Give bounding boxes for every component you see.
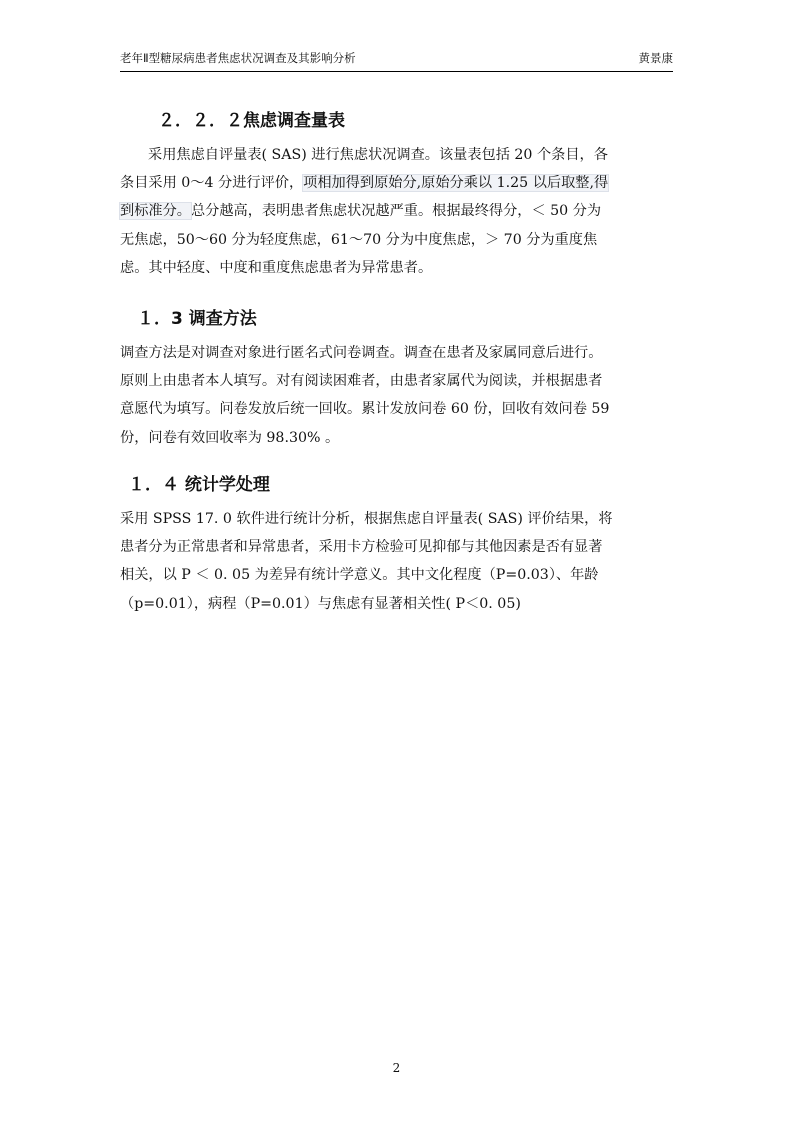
text-line: 份，问卷有效回收率为 98.30% 。 <box>120 429 340 446</box>
highlighted-text: 项相加得到原始分,原始分乘以 1.25 以后取整,得 <box>303 175 609 192</box>
text-line: 原则上由患者本人填写。对有阅读困难者，由患者家属代为阅读，并根据患者 <box>120 373 603 390</box>
text-line: 无焦虑，50～60 分为轻度焦虑，61～70 分为中度焦虑，＞ 70 分为重度焦 <box>120 231 598 248</box>
text-segment: 总分越高，表明患者焦虑状况越严重。根据最终得分，＜ 50 分为 <box>190 203 602 220</box>
heading-2-2-2: ２．２．２焦虑调查量表 <box>158 111 345 131</box>
header-author: 黄景康 <box>638 51 673 65</box>
highlighted-text: 到标准分。 <box>120 203 191 220</box>
header-rule <box>120 71 673 72</box>
text-line: 虑。其中轻度、中度和重度焦虑患者为异常患者。 <box>120 259 433 276</box>
text-segment: 条目采用 0～4 分进行评价， <box>120 175 304 192</box>
paragraph-1-3 <box>120 339 675 452</box>
text-line: 调查方法是对调查对象进行匿名式问卷调查。调查在患者及家属同意后进行。 <box>120 345 603 361</box>
heading-1-4: １．４ 统计学处理 <box>128 475 270 495</box>
text-line: 采用 SPSS 17. 0 软件进行统计分析，根据焦虑自评量表( SAS) 评价结果，将 <box>120 511 613 527</box>
text-line: 患者分为正常患者和异常患者，采用卡方检验可见抑郁与其他因素是否有显著 <box>120 539 603 556</box>
running-header <box>120 50 673 72</box>
text-line: 相关，以 P ＜ 0. 05 为差异有统计学意义。其中文化程度（P=0.03）、年龄 <box>120 567 599 584</box>
text-line: 采用焦虑自评量表( SAS) 进行焦虑状况调查。该量表包括 20 个条目，各 <box>148 147 608 163</box>
text-line: （p=0.01），病程（P=0.01）与焦虑有显著相关性( P＜0. 05) <box>120 595 521 612</box>
text-line: 意愿代为填写。问卷发放后统一回收。累计发放问卷 60 份，回收有效问卷 59 <box>120 401 610 418</box>
heading-1-3: １．3 调查方法 <box>137 309 257 329</box>
text-line <box>120 197 675 225</box>
page-number: 2 <box>392 1061 401 1075</box>
paragraph-1-4 <box>120 505 675 618</box>
text-line <box>120 169 675 197</box>
paragraph-2-2-2 <box>120 141 675 282</box>
header-title: 老年Ⅱ型糖尿病患者焦虑状况调查及其影响分析 <box>120 51 356 65</box>
